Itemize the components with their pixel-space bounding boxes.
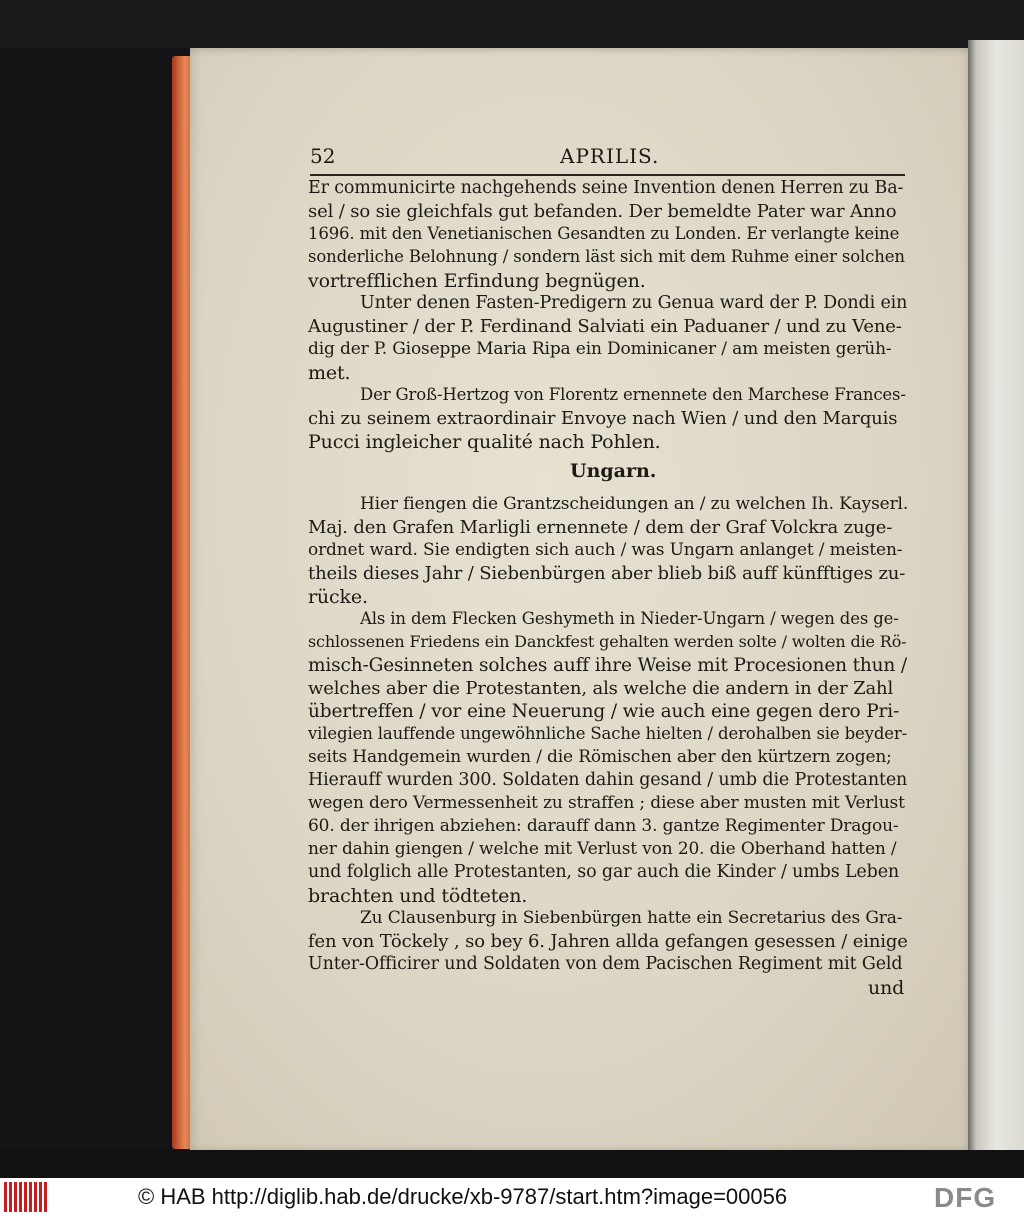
- text-line: rücke.: [308, 586, 368, 608]
- running-head: [310, 144, 905, 176]
- text-line: brachten und tödteten.: [308, 885, 528, 907]
- text-line: Maj. den Grafen Marligli ernennete / dem der Graf Volckra zuge-: [308, 517, 893, 538]
- text-line: wegen dero Vermessenheit zu straffen ; diese aber musten mit Verlust: [308, 793, 905, 813]
- text-line: Pucci ingleicher qualité nach Pohlen.: [308, 431, 661, 453]
- text-line: Augustiner / der P. Ferdinand Salviati ein Paduaner / und zu Vene-: [308, 316, 902, 337]
- text-line: welches aber die Protestanten, als welche die andern in der Zahl: [308, 678, 894, 699]
- text-line: und folglich alle Protestanten, so gar auch die Kinder / umbs Leben: [308, 862, 900, 882]
- text-line: Hierauff wurden 300. Soldaten dahin gesand / umb die Protestanten: [308, 770, 908, 790]
- text-line: sonderliche Belohnung / sondern läst sich mit dem Ruhme einer solchen: [308, 247, 905, 266]
- text-line: misch-Gesinneten solches auff ihre Weise mit Procesionen thun /: [308, 655, 907, 676]
- text-line: Unter denen Fasten-Predigern zu Genua ward der P. Dondi ein: [360, 293, 908, 313]
- text-line: sel / so sie gleichfals gut befanden. Der bemeldte Pater war Anno: [308, 201, 897, 222]
- text-line: ordnet ward. Sie endigten sich auch / was Ungarn anlanget / meisten-: [308, 540, 903, 560]
- footer-url[interactable]: © HAB http://diglib.hab.de/drucke/xb-9787/start.htm?image=00056: [138, 1184, 788, 1209]
- text-line: vilegien lauffende ungewöhnliche Sache hielten / derohalben sie beyder-: [308, 724, 908, 743]
- scan-background-bottom: [0, 1150, 1024, 1178]
- text-line: übertreffen / vor eine Neuerung / wie auch eine gegen dero Pri-: [308, 701, 900, 722]
- text-line: ner dahin giengen / welche mit Verlust von 20. die Oberhand hatten /: [308, 839, 897, 859]
- scan-background: [0, 0, 1024, 48]
- page-number: 52: [310, 144, 336, 168]
- text-line: dig der P. Gioseppe Maria Ripa ein Dominicaner / am meisten gerüh-: [308, 339, 892, 359]
- text-line: Zu Clausenburg in Siebenbürgen hatte ein Secretarius des Gra-: [360, 908, 903, 928]
- text-line: Als in dem Flecken Geshymeth in Nieder-Ungarn / wegen des ge-: [360, 609, 899, 628]
- catchword: und: [868, 977, 905, 999]
- text-line: Er communicirte nachgehends seine Invention denen Herren zu Ba-: [308, 178, 904, 198]
- footer-bar: [0, 1178, 1024, 1217]
- hab-logo-icon[interactable]: [4, 1182, 48, 1212]
- text-line: 1696. mit den Venetianischen Gesandten zu Londen. Er verlangte keine: [308, 224, 900, 243]
- book-page: [190, 48, 975, 1152]
- dfg-logo[interactable]: DFG: [934, 1182, 997, 1213]
- text-line: theils dieses Jahr / Siebenbürgen aber blieb biß auff künfftiges zu-: [308, 563, 906, 584]
- text-line: met.: [308, 362, 351, 384]
- text-line: 60. der ihrigen abziehen: darauff dann 3. gantze Regimenter Dragou-: [308, 816, 899, 836]
- text-line: fen von Töckely , so bey 6. Jahren allda gefangen gesessen / einige: [308, 931, 908, 952]
- text-block: [308, 178, 908, 1078]
- text-line: chi zu seinem extraordinair Envoye nach Wien / und den Marquis: [308, 408, 898, 429]
- head-rule: [310, 174, 905, 176]
- text-line: vortrefflichen Erfindung begnügen.: [308, 270, 646, 292]
- running-title: APRILIS.: [560, 144, 660, 168]
- text-line: Hier fiengen die Grantzscheidungen an / zu welchen Ih. Kayserl.: [360, 494, 909, 514]
- facing-page: [968, 40, 1024, 1178]
- text-line: schlossenen Friedens ein Danckfest gehalten werden solte / wolten die Rö-: [308, 632, 907, 651]
- section-heading: Ungarn.: [570, 460, 657, 482]
- text-line: Unter-Officirer und Soldaten von dem Pacischen Regiment mit Geld: [308, 954, 903, 974]
- text-line: Der Groß-Hertzog von Florentz ernennete den Marchese Frances-: [360, 385, 906, 404]
- text-line: seits Handgemein wurden / die Römischen aber den kürtzern zogen;: [308, 747, 892, 767]
